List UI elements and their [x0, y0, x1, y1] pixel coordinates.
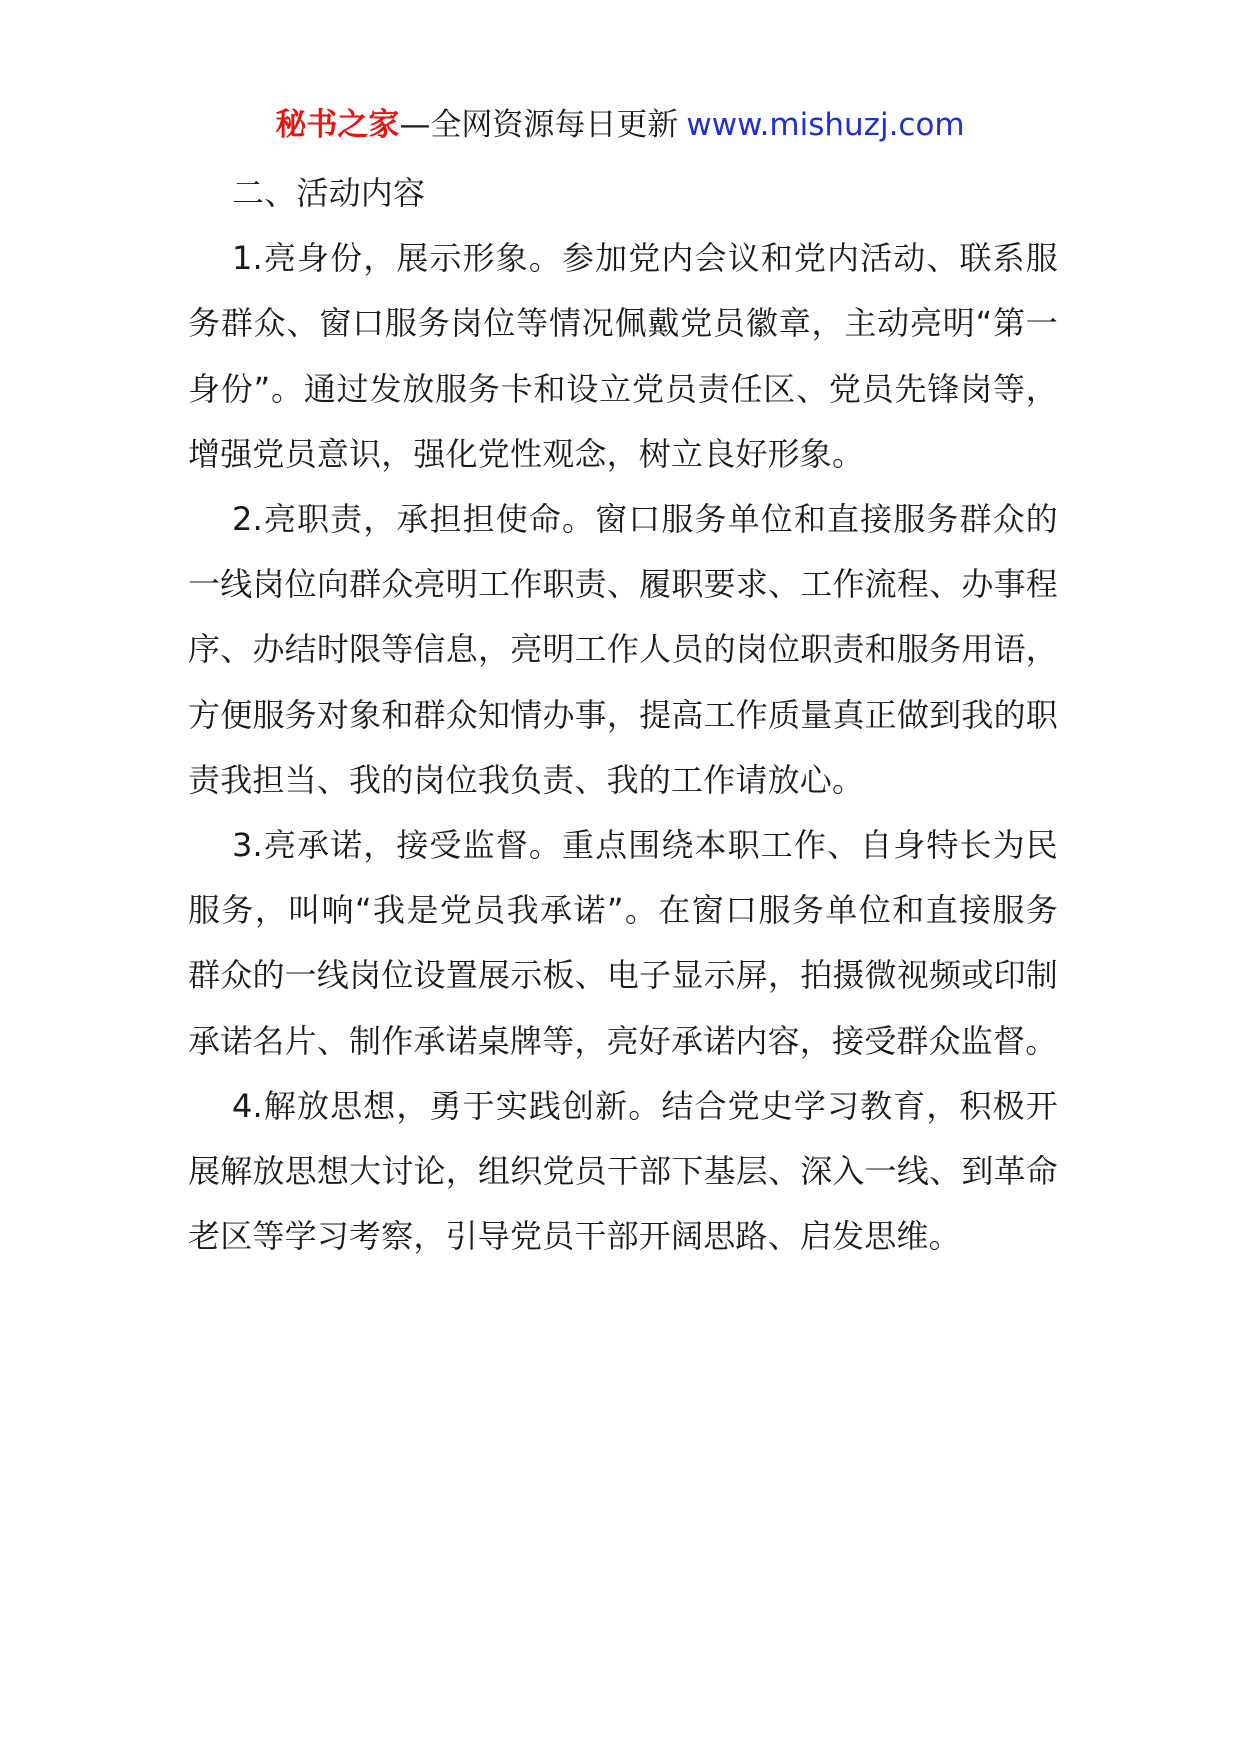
paragraph-3: 3.亮承诺，接受监督。重点围绕本职工作、自身特长为民服务，叫响“我是党员我承诺”。在窗口服务单位和直接服务群众的一线岗位设置展示板、电子显示屏，拍摄微视频或印制承诺名片、制作承诺桌牌等，亮好承诺内容，接受群众监督。 — [188, 826, 1058, 1060]
section-title: 二、活动内容 — [232, 174, 426, 212]
paragraph-1: 1.亮身份，展示形象。参加党内会议和党内活动、联系服务群众、窗口服务岗位等情况佩戴党员徽章，主动亮明“第一身份”。通过发放服务卡和设立党员责任区、党员先锋岗等，增强党员意识，强化党性观念，树立良好形象。 — [188, 239, 1058, 473]
header-tagline: —全网资源每日更新 — [399, 107, 679, 143]
document-body — [188, 161, 1058, 1269]
page-header — [0, 100, 1240, 150]
paragraph-4: 4.解放思想，勇于实践创新。结合党史学习教育，积极开展解放思想大讨论，组织党员干部下基层、深入一线、到革命老区等学习考察，引导党员干部开阔思路、启发思维。 — [188, 1086, 1058, 1256]
paragraph-2: 2.亮职责，承担担使命。窗口服务单位和直接服务群众的一线岗位向群众亮明工作职责、履职要求、工作流程、办事程序、办结时限等信息，亮明工作人员的岗位职责和服务用语，方便服务对象和群众知情办事，提高工作质量真正做到我的职责我担当、我的岗位我负责、我的工作请放心。 — [188, 500, 1058, 799]
site-url-link[interactable]: www.mishuzj.com — [686, 107, 965, 143]
brand-name: 秘书之家 — [275, 107, 400, 143]
